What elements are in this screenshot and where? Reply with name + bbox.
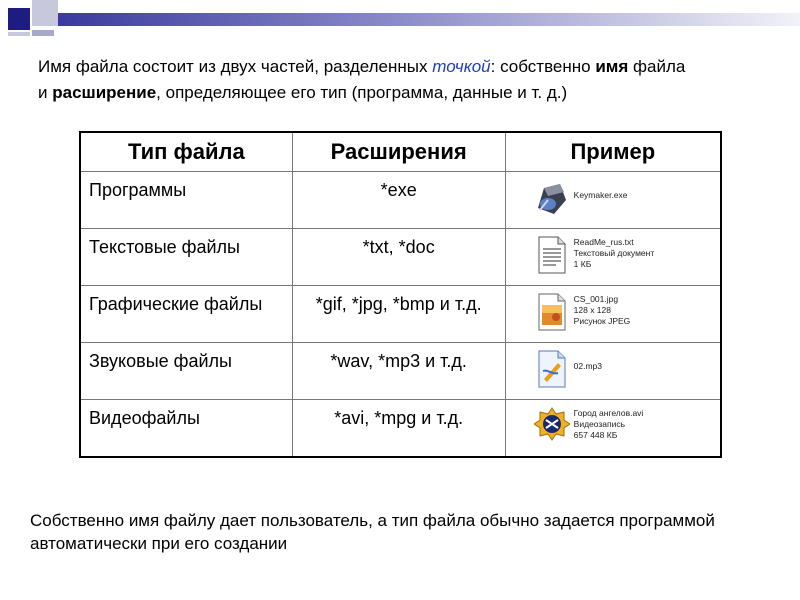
cell-example <box>505 400 721 457</box>
example-line: ReadMe_rus.txt <box>573 237 634 247</box>
example-line: 657 448 КБ <box>573 430 618 440</box>
table-row <box>80 343 721 400</box>
header-example: Пример <box>505 132 721 172</box>
cell-type: Графические файлы <box>80 286 292 343</box>
cell-extensions: *txt, *doc <box>292 229 505 286</box>
example-line: Город ангелов.avi <box>573 408 644 418</box>
audio-file-icon <box>534 349 570 389</box>
table-row <box>80 229 721 286</box>
cell-example <box>505 343 721 400</box>
decorative-header-bar <box>0 0 800 36</box>
image-file-icon <box>534 292 570 332</box>
file-types-table <box>79 131 722 458</box>
header-extensions: Расширения <box>292 132 505 172</box>
cell-type: Видеофайлы <box>80 400 292 457</box>
cell-type: Текстовые файлы <box>80 229 292 286</box>
table-row <box>80 286 721 343</box>
cell-example <box>505 229 721 286</box>
header-type: Тип файла <box>80 132 292 172</box>
emphasis-dot: точкой <box>432 57 491 76</box>
example-line: CS_001.jpg <box>573 294 619 304</box>
table-row <box>80 172 721 229</box>
table-row <box>80 400 721 457</box>
text-document-icon <box>534 235 570 275</box>
example-line: 1 КБ <box>573 259 592 269</box>
example-line: Keymaker.exe <box>573 190 628 200</box>
cell-example <box>505 286 721 343</box>
cell-extensions: *wav, *mp3 и т.д. <box>292 343 505 400</box>
video-file-icon <box>534 406 570 446</box>
cell-extensions: *gif, *jpg, *bmp и т.д. <box>292 286 505 343</box>
cell-extensions: *avi, *mpg и т.д. <box>292 400 505 457</box>
outro-paragraph: Собственно имя файлу дает пользователь, а тип файла обычно задается программой автоматически при его создании <box>30 511 715 553</box>
program-icon <box>534 178 570 218</box>
example-line: Видеозапись <box>573 419 626 429</box>
cell-type: Программы <box>80 172 292 229</box>
example-line: Рисунок JPEG <box>573 316 631 326</box>
intro-paragraph: Имя файла состоит из двух частей, разделенных точкой: собственно имя файла и расширение, определяющее его тип (программа, данные и т. д.) <box>38 57 686 102</box>
example-line: 128 x 128 <box>573 305 611 315</box>
example-line: 02.mp3 <box>573 361 603 371</box>
cell-example <box>505 172 721 229</box>
cell-extensions: *exe <box>292 172 505 229</box>
cell-type: Звуковые файлы <box>80 343 292 400</box>
example-line: Текстовый документ <box>573 248 655 258</box>
table-header-row <box>80 132 721 172</box>
